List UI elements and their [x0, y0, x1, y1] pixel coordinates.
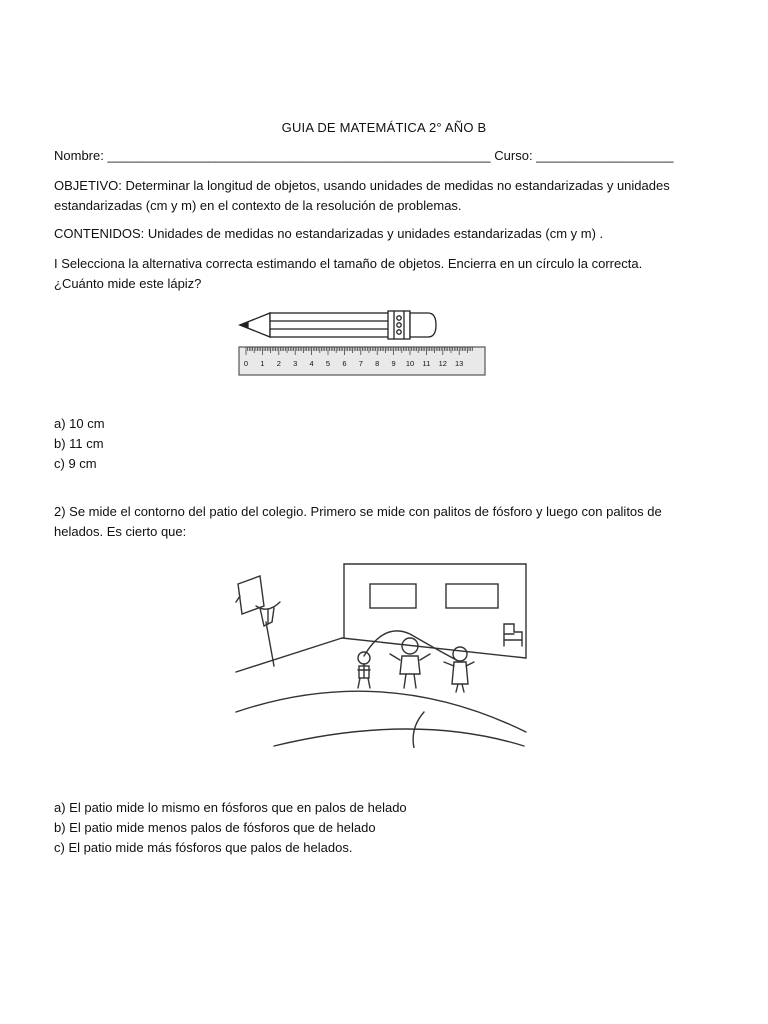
ruler-number: 2	[276, 359, 281, 368]
q1-option-c[interactable]: c) 9 cm	[54, 456, 97, 471]
contenidos-text: CONTENIDOS: Unidades de medidas no estandarizadas y unidades estandarizadas (cm y m) .	[54, 226, 604, 241]
ruler-number: 6	[342, 359, 347, 368]
q1-option-a[interactable]: a) 10 cm	[54, 416, 105, 431]
ruler-number: 9	[391, 359, 396, 368]
q2-question: 2) Se mide el contorno del patio del colegio. Primero se mide con palitos de fósforo y luego con palitos de helados. Es cierto que:	[54, 504, 662, 539]
ruler-number: 4	[309, 359, 314, 368]
q2-option-c[interactable]: c) El patio mide más fósforos que palos de helados.	[54, 840, 353, 855]
ruler-number: 0	[243, 359, 249, 368]
ruler-illustration	[238, 346, 486, 376]
ruler-number: 13	[455, 359, 464, 368]
ruler-number: 5	[325, 359, 331, 368]
ruler-number: 8	[375, 359, 380, 368]
ruler-number: 7	[358, 359, 363, 368]
objetivo-text: OBJETIVO: Determinar la longitud de objetos, usando unidades de medidas no estandarizadas y unidades estandarizadas (cm y m) en el contexto de la resolución de problemas.	[54, 178, 670, 213]
q1-instruction: I Selecciona la alternativa correcta estimando el tamaño de objetos. Encierra en un círculo la correcta.	[54, 256, 643, 271]
q1-question: ¿Cuánto mide este lápiz?	[54, 276, 202, 291]
q1-options	[54, 414, 714, 474]
q2-option-b[interactable]: b) El patio mide menos palos de fósforos que de helado	[54, 820, 376, 835]
q2-option-a[interactable]: a) El patio mide lo mismo en fósforos que en palos de helado	[54, 800, 407, 815]
schoolyard-illustration	[234, 562, 530, 748]
nombre-curso-line: Nombre: _____________________________________________________ Curso: ___________________	[54, 148, 674, 163]
ruler-number: 3	[293, 359, 298, 368]
ruler-number: 10	[405, 359, 415, 368]
ruler-number: 11	[422, 359, 431, 368]
pencil-illustration	[236, 308, 446, 344]
q1-option-b[interactable]: b) 11 cm	[54, 436, 104, 451]
ruler-number: 1	[260, 359, 265, 368]
page-title: GUIA DE MATEMÁTICA 2° AÑO B	[281, 120, 487, 135]
ruler-number: 12	[438, 359, 447, 368]
q2-options	[54, 798, 714, 858]
